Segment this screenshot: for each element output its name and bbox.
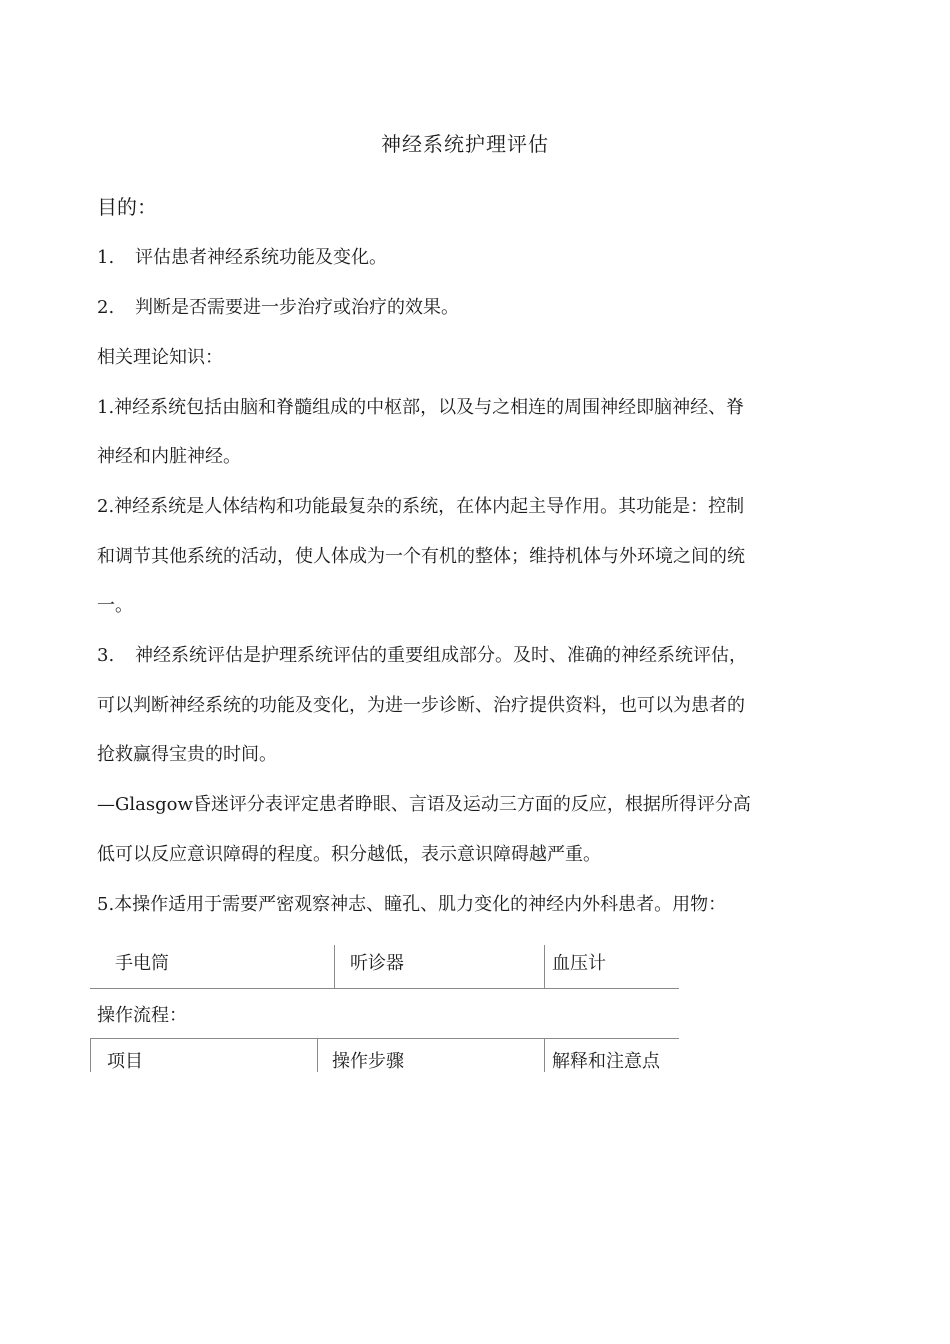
- purpose-item-2-number: 2.: [97, 297, 115, 318]
- procedure-table: [0, 1036, 950, 1072]
- supplies-cell-sphygmomanometer: 血压计: [552, 953, 606, 974]
- paragraph-3-line-3: 抢救赢得宝贵的时间。: [97, 744, 277, 765]
- supplies-cell-stethoscope: 听诊器: [350, 953, 404, 974]
- paragraph-1-line-2: 神经和内脏神经。: [97, 446, 241, 467]
- paragraph-2-line-2: 和调节其他系统的活动，使人体成为一个有机的整体；维持机体与外环境之间的统: [97, 546, 745, 567]
- paragraph-1-line-1: 1.神经系统包括由脑和脊髓组成的中枢部，以及与之相连的周围神经即脑神经、脊: [97, 397, 745, 418]
- paragraph-3-number: 3.: [97, 645, 115, 666]
- paragraph-2-line-3: 一。: [97, 595, 133, 616]
- purpose-item-2: [97, 296, 459, 320]
- procedure-table-top-border: [90, 1038, 679, 1039]
- supplies-table-divider-1: [334, 945, 335, 989]
- paragraph-2-line-1: 2.神经系统是人体结构和功能最复杂的系统，在体内起主导作用。其功能是：控制: [97, 496, 745, 517]
- procedure-header-steps: 操作步骤: [332, 1051, 404, 1072]
- paragraph-3-line-1: [97, 644, 747, 668]
- procedure-table-divider-2: [544, 1038, 545, 1072]
- paragraph-5-line-1: 5.本操作适用于需要严密观察神志、瞳孔、肌力变化的神经内外科患者。用物：: [97, 894, 727, 915]
- purpose-item-1-number: 1.: [97, 247, 115, 268]
- supplies-cell-flashlight: 手电筒: [115, 953, 169, 974]
- page-title: 神经系统护理评估: [381, 132, 549, 156]
- purpose-item-1: [97, 246, 387, 270]
- supplies-table-divider-2: [544, 945, 545, 989]
- procedure-heading: 操作流程：: [97, 1005, 187, 1026]
- procedure-table-divider-1: [317, 1038, 318, 1072]
- procedure-header-item: 项目: [107, 1051, 143, 1072]
- paragraph-4-line-1: —Glasgow昏迷评分表评定患者睁眼、言语及运动三方面的反应，根据所得评分高: [97, 794, 751, 815]
- paragraph-3-line-2: 可以判断神经系统的功能及变化，为进一步诊断、治疗提供资料，也可以为患者的: [97, 695, 745, 716]
- supplies-table-bottom-border: [90, 988, 679, 989]
- paragraph-3-text: 神经系统评估是护理系统评估的重要组成部分。及时、准确的神经系统评估，: [135, 645, 747, 666]
- purpose-item-1-text: 评估患者神经系统功能及变化。: [135, 247, 387, 268]
- procedure-table-left-border: [90, 1038, 91, 1072]
- purpose-heading: 目的：: [97, 195, 157, 219]
- theory-heading: 相关理论知识：: [97, 347, 223, 368]
- purpose-item-2-text: 判断是否需要进一步治疗或治疗的效果。: [135, 297, 459, 318]
- procedure-header-notes: 解释和注意点: [552, 1051, 660, 1072]
- paragraph-4-line-2: 低可以反应意识障碍的程度。积分越低，表示意识障碍越严重。: [97, 844, 601, 865]
